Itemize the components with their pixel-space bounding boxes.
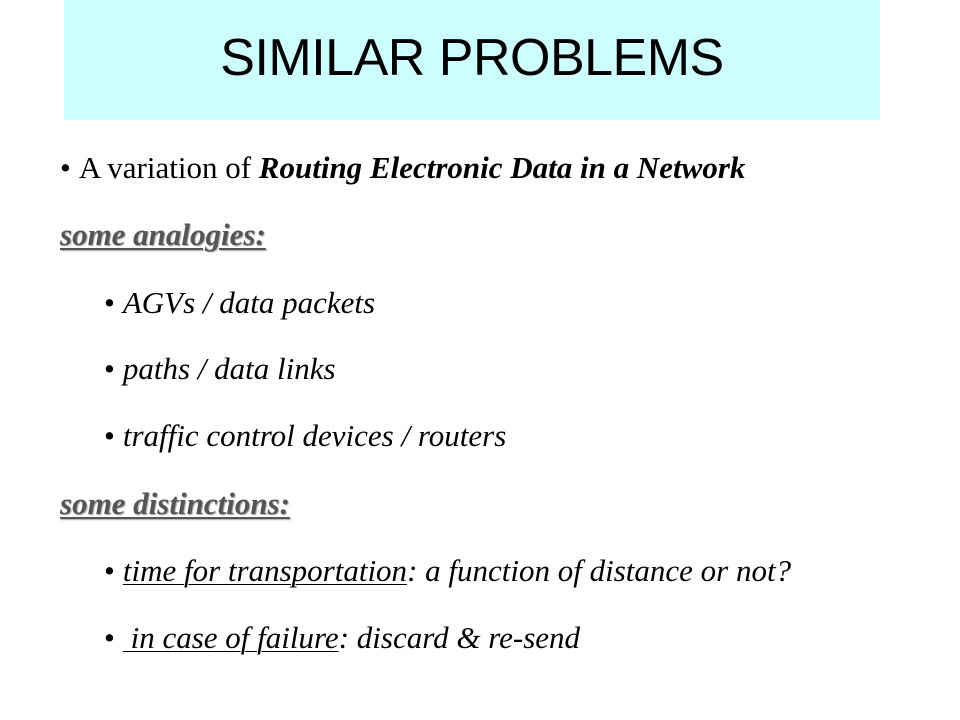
distinctions-heading: some distinctions: — [60, 486, 290, 521]
bullet: • — [60, 150, 71, 185]
analogy-text: paths / data links — [122, 351, 336, 386]
bullet: • — [104, 351, 115, 386]
bullet: • — [104, 418, 115, 453]
analogies-heading: some analogies: — [60, 217, 266, 252]
slide-title: SIMILAR PROBLEMS — [220, 29, 724, 87]
analogy-item — [104, 285, 375, 321]
analogy-text: AGVs / data packets — [122, 285, 376, 320]
intro-text: A variation of — [78, 150, 259, 185]
analogy-item — [104, 351, 336, 387]
distinction-term: time for transportation — [122, 553, 408, 588]
bullet: • — [104, 553, 115, 588]
distinction-item — [104, 553, 791, 589]
analogy-text: traffic control devices / routers — [122, 418, 507, 453]
title-band — [64, 0, 880, 120]
intro-line — [60, 150, 745, 186]
distinction-text: : a function of distance or not? — [407, 553, 792, 588]
distinction-item — [104, 620, 580, 656]
bullet: • — [104, 620, 115, 655]
analogy-item — [104, 418, 506, 454]
distinction-text: : discard & re-send — [338, 620, 581, 655]
intro-emphasis: Routing Electronic Data in a Network — [258, 150, 746, 185]
distinction-term: in case of failure — [122, 620, 339, 655]
bullet: • — [104, 285, 115, 320]
